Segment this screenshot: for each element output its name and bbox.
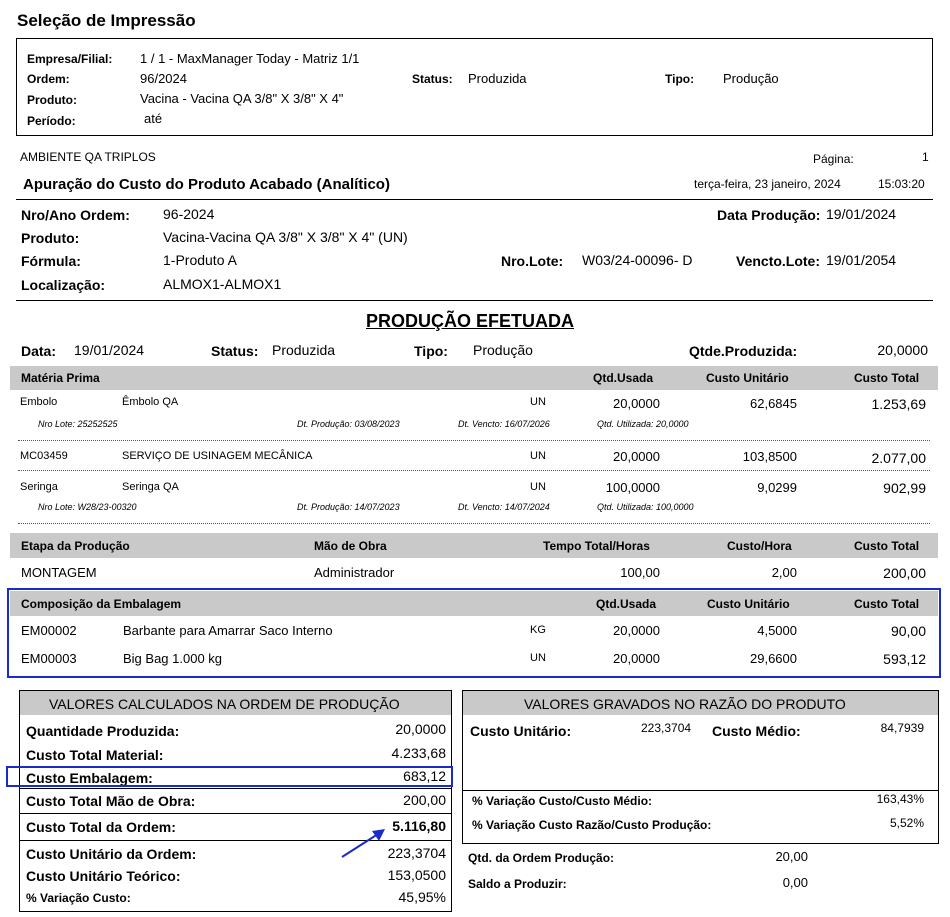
divider (463, 790, 938, 791)
materia-code: MC03459 (20, 450, 68, 462)
vencto-value: 19/01/2054 (826, 252, 897, 268)
materia-col-unit: Custo Unitário (706, 371, 789, 385)
calc-unit-ordem-value: 223,3704 (387, 845, 446, 861)
calc-mao-label: Custo Total Mão de Obra: (26, 793, 196, 809)
etapa-col-custo-hora: Custo/Hora (727, 539, 792, 553)
qtde-produzida-label: Qtde.Produzida: (689, 343, 798, 359)
materia-dtvenc: Dt. Vencto: 14/07/2024 (458, 502, 550, 512)
pagina-label: Página: (813, 152, 854, 166)
calc-embalagem-value: 683,12 (403, 768, 446, 784)
qtde-produzida-value: 20,0000 (877, 342, 928, 358)
formula-label: Fórmula: (21, 253, 81, 269)
dotted-separator (18, 440, 930, 441)
formula-value: 1-Produto A (163, 252, 237, 268)
materia-desc: Seringa QA (122, 481, 179, 493)
calc-ordem-label: Custo Total da Ordem: (26, 819, 176, 835)
periodo-value: até (144, 111, 163, 126)
ordem-label: Ordem: (27, 72, 70, 86)
materia-total: 2.077,00 (871, 450, 926, 466)
grav-unit-value: 223,3704 (641, 721, 692, 735)
grav-medio-value: 84,7939 (880, 721, 924, 735)
materia-un: UN (530, 450, 546, 462)
nro-label: Nro/Ano Ordem: (21, 207, 130, 223)
materia-dtprod: Dt. Produção: 14/07/2023 (297, 502, 400, 512)
materia-qtdutil: Qtd. Utilizada: 20,0000 (597, 419, 689, 429)
etapa-custo-hora: 2,00 (771, 565, 797, 580)
grav-var2-label: % Variação Custo Razão/Custo Produção: (472, 818, 712, 832)
embalagem-unit: 4,5000 (757, 623, 797, 638)
embalagem-qtd: 20,0000 (613, 623, 660, 638)
empresa-label: Empresa/Filial: (27, 52, 113, 66)
tipo-value: Produção (723, 71, 779, 86)
lote-label: Nro.Lote: (501, 253, 564, 269)
calc-embalagem-label: Custo Embalagem: (26, 770, 153, 786)
divider (20, 788, 451, 789)
materia-header-band (10, 366, 938, 390)
etapa-header-band (10, 533, 938, 558)
materia-dtvenc: Dt. Vencto: 16/07/2026 (458, 419, 550, 429)
nro-value: 96-2024 (163, 206, 215, 222)
embalagem-col-header: Composição da Embalagem (21, 597, 182, 611)
divider (16, 199, 933, 200)
producao-tipo-label: Tipo: (414, 343, 448, 359)
embalagem-highlight (7, 588, 941, 678)
grav-qtd-ordem-label: Qtd. da Ordem Produção: (468, 851, 615, 865)
localizacao-label: Localização: (21, 277, 106, 293)
grav-var2-value: 5,52% (889, 816, 924, 830)
materia-col-total: Custo Total (854, 371, 920, 385)
embalagem-un: KG (530, 624, 546, 636)
status-label: Status: (412, 72, 453, 86)
materia-qtd: 20,0000 (613, 449, 660, 464)
calc-unit-ordem-label: Custo Unitário da Ordem: (26, 846, 197, 862)
etapa-col-tempo: Tempo Total/Horas (543, 539, 650, 553)
materia-un: UN (530, 481, 546, 493)
lote-value: W03/24-00096- D (582, 252, 693, 268)
vencto-label: Vencto.Lote: (736, 253, 821, 269)
materia-un: UN (530, 396, 546, 408)
grav-saldo-value: 0,00 (782, 875, 808, 890)
calc-variacao-value: 45,95% (398, 889, 446, 905)
data-producao-label: Data Produção: (717, 207, 821, 223)
grav-unit-label: Custo Unitário: (470, 723, 572, 739)
calc-qtd-label: Quantidade Produzida: (26, 723, 180, 739)
materia-unit: 103,8500 (742, 449, 797, 464)
calc-unit-teorico-label: Custo Unitário Teórico: (26, 868, 181, 884)
embalagem-unit: 29,6600 (750, 651, 797, 666)
producao-status-label: Status: (211, 343, 259, 359)
etapa-name: MONTAGEM (21, 565, 97, 580)
materia-code: Embolo (20, 396, 58, 408)
embalagem-un: UN (530, 652, 546, 664)
order-produto-label: Produto: (21, 230, 80, 246)
produto-label: Produto: (27, 93, 77, 107)
embalagem-code: EM00002 (21, 623, 77, 638)
periodo-label: Período: (27, 114, 76, 128)
materia-dtprod: Dt. Produção: 03/08/2023 (297, 419, 400, 429)
embalagem-total: 90,00 (890, 623, 926, 639)
materia-qtdutil: Qtd. Utilizada: 100,0000 (597, 502, 694, 512)
producao-status-value: Produzida (272, 342, 336, 358)
calc-unit-teorico-value: 153,0500 (387, 867, 446, 883)
status-value: Produzida (468, 71, 527, 86)
dotted-separator (18, 470, 930, 471)
grav-saldo-label: Saldo a Produzir: (468, 877, 567, 891)
embalagem-col-unit: Custo Unitário (707, 597, 790, 611)
divider (16, 300, 933, 301)
report-time: 15:03:20 (878, 177, 925, 191)
blue-arrow-icon (336, 824, 392, 862)
calc-qtd-value: 20,0000 (395, 721, 446, 737)
materia-total: 1.253,69 (871, 396, 926, 412)
grav-var1-label: % Variação Custo/Custo Médio: (472, 794, 653, 808)
materia-desc: SERVIÇO DE USINAGEM MECÂNICA (122, 450, 313, 462)
pagina-value: 1 (922, 150, 929, 164)
embalagem-col-total: Custo Total (854, 597, 920, 611)
order-produto-value: Vacina-Vacina QA 3/8" X 3/8" X 4" (UN) (163, 229, 408, 245)
embalagem-cost-highlight (6, 766, 453, 787)
etapa-col-total: Custo Total (854, 539, 920, 553)
etapa-total: 200,00 (883, 565, 926, 581)
page-title: Seleção de Impressão (17, 11, 196, 30)
etapa-col-mao: Mão de Obra (314, 539, 387, 553)
grav-medio-label: Custo Médio: (712, 723, 801, 739)
ordem-value: 96/2024 (140, 71, 187, 86)
embalagem-desc: Big Bag 1.000 kg (123, 651, 223, 666)
materia-qtd: 100,0000 (605, 480, 660, 495)
grav-var1-value: 163,43% (876, 792, 924, 806)
materia-lote: Nro Lote: W28/23-00320 (38, 502, 137, 512)
producao-heading: PRODUÇÃO EFETUADA (366, 311, 575, 331)
embalagem-total: 593,12 (883, 651, 926, 667)
produto-value: Vacina - Vacina QA 3/8" X 3/8" X 4" (140, 91, 344, 106)
calc-ordem-value: 5.116,80 (392, 818, 446, 834)
divider (20, 813, 451, 814)
materia-qtd: 20,0000 (613, 396, 660, 411)
materia-code: Seringa (20, 481, 58, 493)
materia-unit: 9,0299 (757, 480, 797, 495)
producao-data-value: 19/01/2024 (74, 342, 145, 358)
report-date: terça-feira, 23 janeiro, 2024 (694, 177, 841, 191)
data-producao-value: 19/01/2024 (826, 206, 897, 222)
embalagem-code: EM00003 (21, 651, 77, 666)
etapa-col-header: Etapa da Produção (21, 539, 130, 553)
calc-variacao-label: % Variação Custo: (26, 891, 131, 905)
materia-total: 902,99 (883, 480, 926, 496)
calc-material-label: Custo Total Material: (26, 747, 164, 763)
materia-col-qtd: Qtd.Usada (593, 371, 654, 385)
etapa-mao: Administrador (314, 565, 395, 580)
calc-material-value: 4.233,68 (391, 745, 446, 761)
materia-unit: 62,6845 (750, 396, 797, 411)
etapa-tempo: 100,00 (620, 565, 660, 580)
materia-desc: Êmbolo QA (122, 396, 179, 408)
report-title: Apuração do Custo do Produto Acabado (Analítico) (23, 176, 390, 193)
embalagem-desc: Barbante para Amarrar Saco Interno (123, 623, 333, 638)
producao-tipo-value: Produção (473, 342, 533, 358)
materia-lote: Nro Lote: 25252525 (38, 419, 118, 429)
producao-data-label: Data: (21, 343, 57, 359)
embalagem-qtd: 20,0000 (613, 651, 660, 666)
empresa-value: 1 / 1 - MaxManager Today - Matriz 1/1 (140, 51, 360, 66)
grav-qtd-ordem-value: 20,00 (775, 849, 808, 864)
calc-mao-value: 200,00 (403, 792, 446, 808)
gravados-heading: VALORES GRAVADOS NO RAZÃO DO PRODUTO (524, 696, 846, 712)
calculados-heading: VALORES CALCULADOS NA ORDEM DE PRODUÇÃO (49, 696, 400, 712)
materia-col-header: Matéria Prima (21, 371, 100, 385)
embalagem-col-qtd: Qtd.Usada (596, 597, 657, 611)
tipo-label: Tipo: (665, 72, 695, 86)
localizacao-value: ALMOX1-ALMOX1 (163, 276, 282, 292)
ambiente: AMBIENTE QA TRIPLOS (20, 150, 156, 164)
dotted-separator (18, 523, 930, 524)
